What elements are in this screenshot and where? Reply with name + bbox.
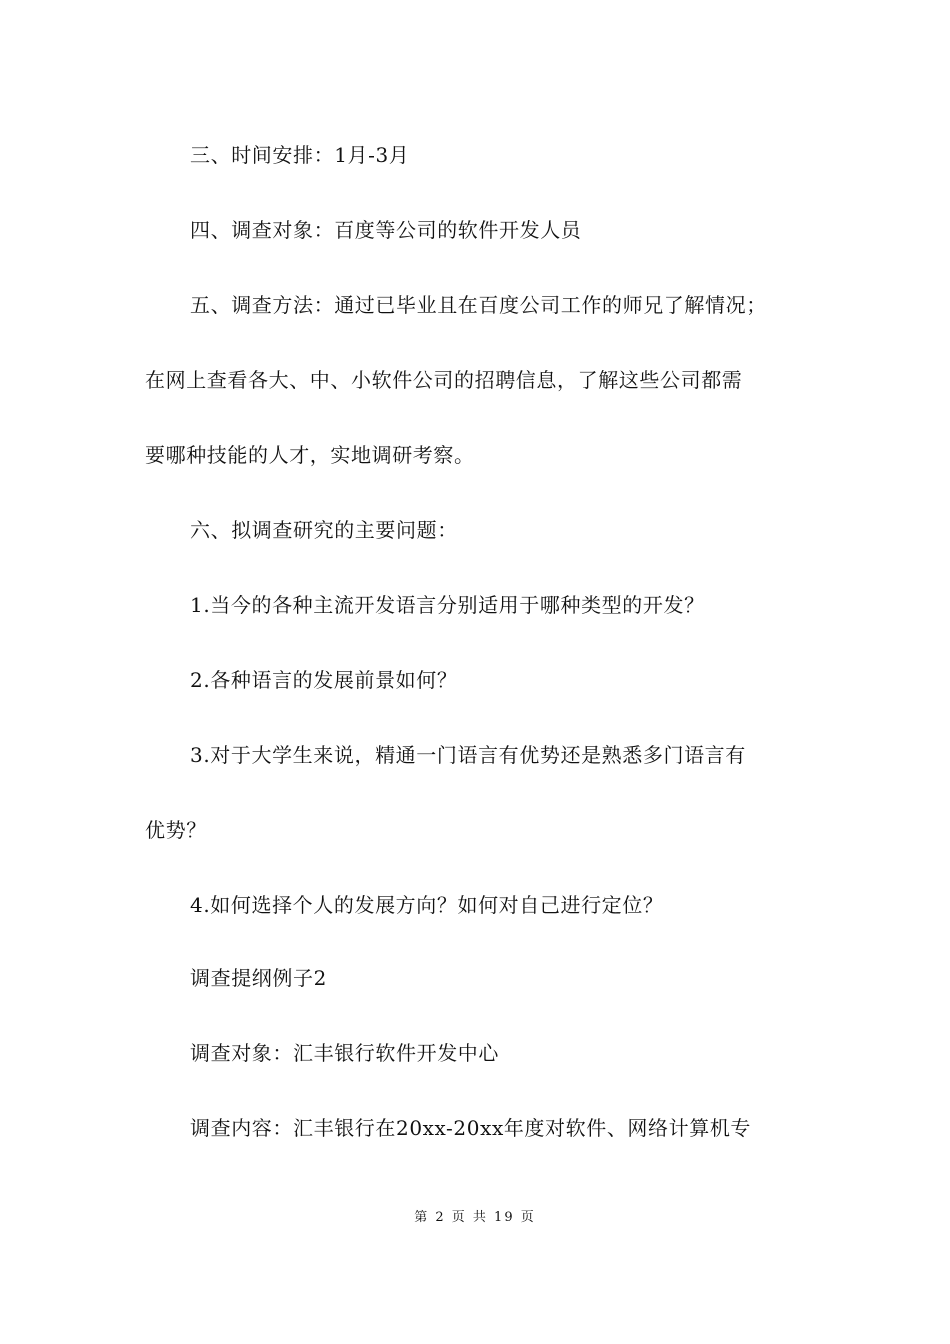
paragraph-survey-method-cont-1: 在网上查看各大、中、小软件公司的招聘信息，了解这些公司都需 — [145, 368, 743, 392]
paragraph-survey-method: 五、调查方法：通过已毕业且在百度公司工作的师兄了解情况； — [190, 293, 767, 317]
section-heading-example-2: 调查提纲例子2 — [190, 966, 327, 990]
question-4: 4.如何选择个人的发展方向？如何对自己进行定位？ — [190, 893, 664, 917]
paragraph-example-2-target: 调查对象：汇丰银行软件开发中心 — [190, 1041, 499, 1065]
question-2: 2.各种语言的发展前景如何？ — [190, 668, 458, 692]
paragraph-example-2-content: 调查内容：汇丰银行在20xx-20xx年度对软件、网络计算机专 — [190, 1116, 752, 1140]
paragraph-time-schedule: 三、时间安排：1月-3月 — [190, 143, 410, 167]
page-footer: 第 2 页 共 19 页 — [414, 1210, 536, 1225]
question-3: 3.对于大学生来说，精通一门语言有优势还是熟悉多门语言有 — [190, 743, 746, 767]
paragraph-survey-method-cont-2: 要哪种技能的人才，实地调研考察。 — [145, 443, 475, 467]
paragraph-main-questions-heading: 六、拟调查研究的主要问题： — [190, 518, 458, 542]
paragraph-survey-target: 四、调查对象：百度等公司的软件开发人员 — [190, 218, 582, 242]
question-1: 1.当今的各种主流开发语言分别适用于哪种类型的开发？ — [190, 593, 705, 617]
question-3-cont: 优势？ — [145, 818, 207, 842]
